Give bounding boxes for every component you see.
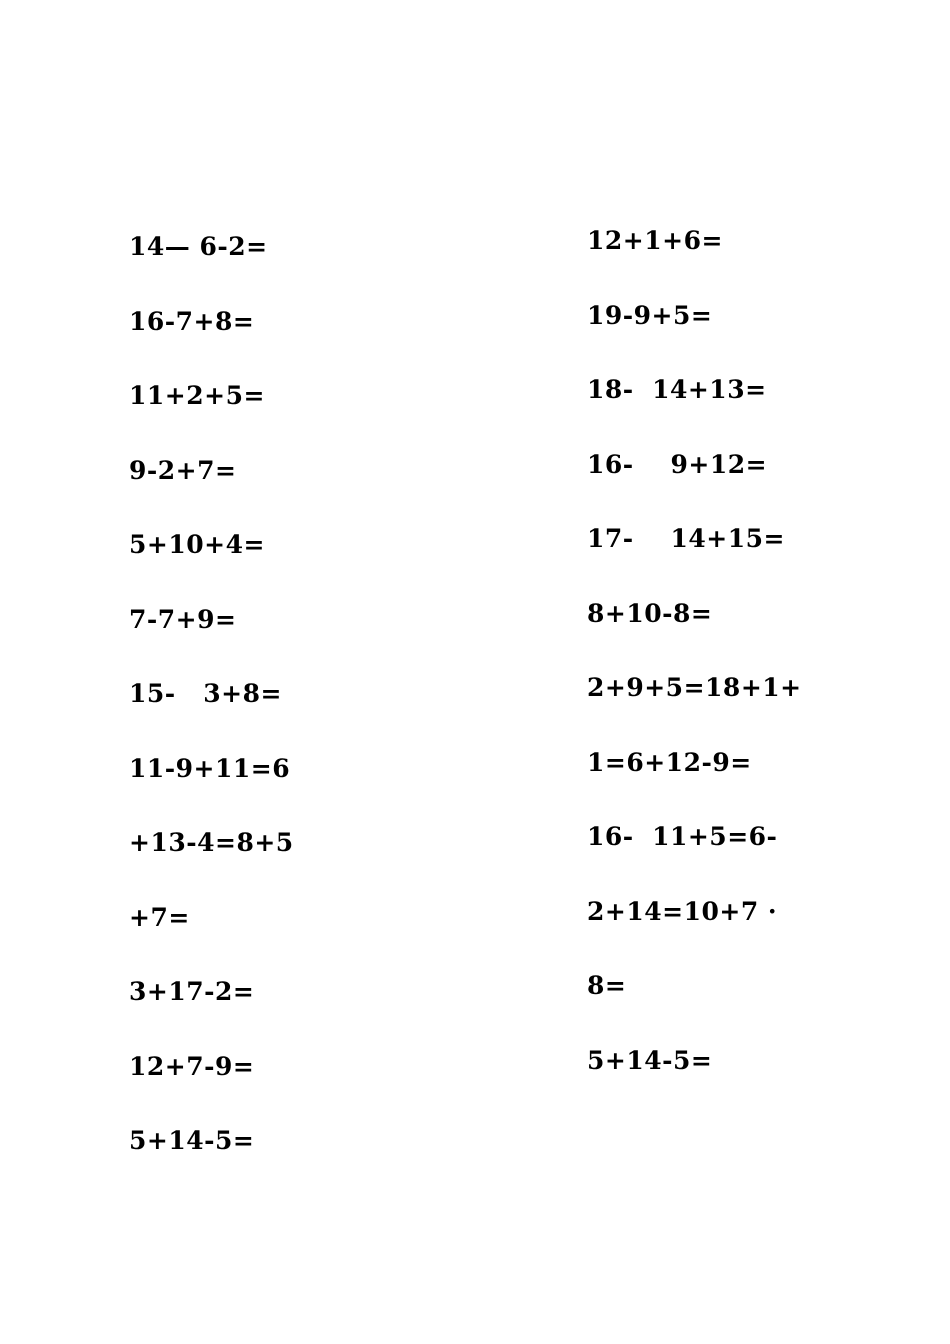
right-problem-column [587,226,802,1120]
math-problem: 8+10-8= [587,598,713,628]
math-problem: 3+17-2= [129,977,255,1006]
left-problem-column [129,232,294,1201]
math-problem: 2+14=10+7 · [587,896,778,926]
math-problem: 16- 9+12= [587,449,768,479]
math-problem: +13-4=8+5 [129,828,294,857]
math-problem: 14— 6-2= [129,232,268,261]
math-problem: 2+9+5=18+1+ [587,673,802,702]
math-problem: 11-9+11=6 [129,753,291,783]
math-problem: 16-7+8= [129,306,255,336]
math-problem: 19-9+5= [587,300,713,330]
math-problem: 12+7-9= [129,1051,255,1081]
math-problem: 17- 14+15= [587,524,785,553]
math-problem: 16- 11+5=6- [587,822,778,851]
math-problem: 15- 3+8= [129,679,282,708]
math-problem: 18- 14+13= [587,375,767,404]
math-problem: 8= [587,971,627,1000]
math-problem: 9-2+7= [129,455,237,485]
math-problem: 11+2+5= [129,381,265,410]
math-problem: 5+14-5= [587,1045,713,1075]
math-problem: +7= [129,902,190,932]
math-problem: 12+1+6= [587,226,723,255]
math-problem: 5+14-5= [129,1126,255,1155]
math-problem: 1=6+12-9= [587,747,752,777]
math-problem: 5+10+4= [129,530,265,559]
math-problem: 7-7+9= [129,604,237,634]
